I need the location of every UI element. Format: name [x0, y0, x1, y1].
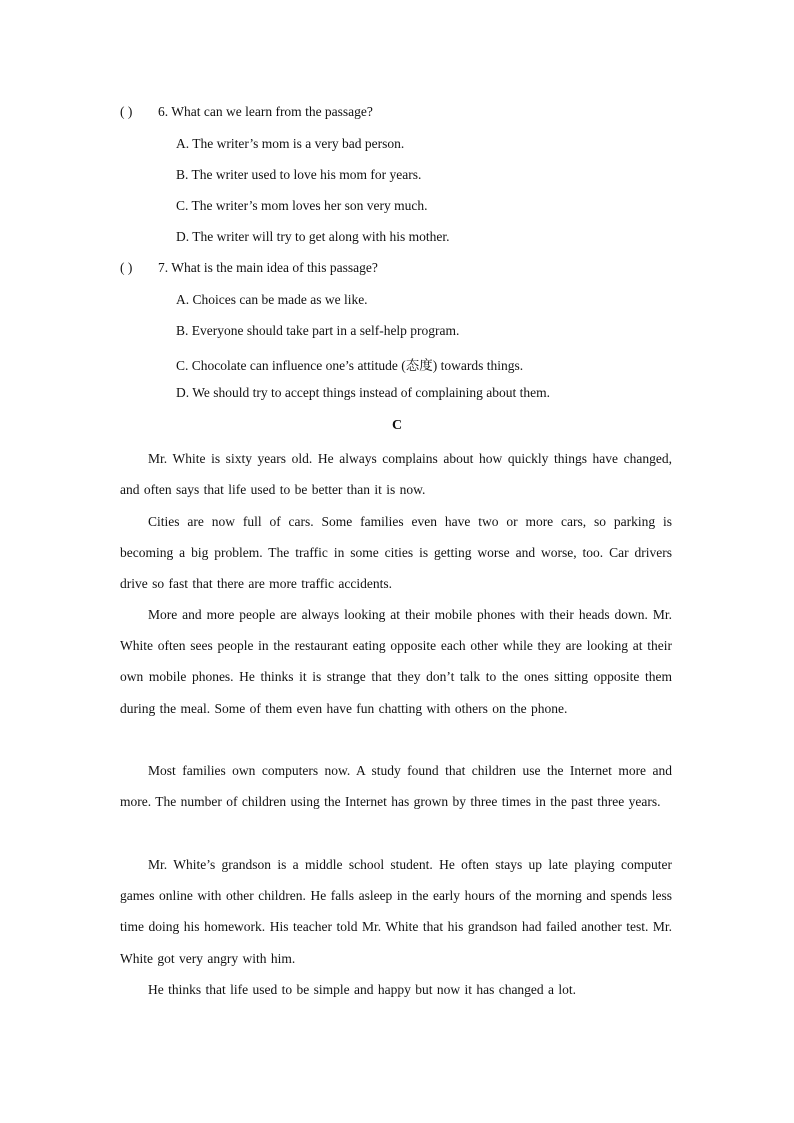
option-b: B. The writer used to love his mom for years. [176, 167, 422, 182]
option-b: B. Everyone should take part in a self-help program. [176, 323, 460, 338]
option-c: C. The writer’s mom loves her son very much. [176, 198, 428, 213]
question-7 [120, 260, 378, 276]
passage-paragraph: Mr. White is sixty years old. He always complains about how quickly things have changed, and often says that life used to be better than it is now. [120, 451, 672, 498]
passage-paragraph: Cities are now full of cars. Some families even have two or more cars, so parking is becoming a big problem. The traffic in some cities is getting worse and worse, too. Car drivers drive so fast that there are more traffic accidents. [120, 514, 672, 592]
passage-paragraph: He thinks that life used to be simple and happy but now it has changed a lot. [148, 982, 577, 997]
option-a: A. The writer’s mom is a very bad person. [176, 136, 405, 151]
passage-paragraph: Mr. White’s grandson is a middle school student. He often stays up late playing computer games online with other children. He falls asleep in the early hours of the morning and spends less time doing his homework. His teacher told Mr. White that his grandson had failed another test. Mr. White got very angry with him. [120, 857, 672, 966]
option-d: D. We should try to accept things instead of complaining about them. [176, 385, 550, 400]
question-stem: 6. What can we learn from the passage? [158, 104, 373, 119]
passage-paragraph: Most families own computers now. A study found that children use the Internet more and more. The number of children using the Internet has grown by three times in the past three years. [120, 763, 672, 810]
answer-blank[interactable]: ( ) [120, 104, 133, 119]
question-stem: 7. What is the main idea of this passage? [158, 260, 378, 275]
option-c: C. Chocolate can influence one’s attitude (态度) towards things. [176, 358, 524, 373]
option-a: A. Choices can be made as we like. [176, 292, 368, 307]
option-d: D. The writer will try to get along with his mother. [176, 229, 450, 244]
answer-blank[interactable]: ( ) [120, 260, 133, 275]
question-6 [120, 104, 373, 120]
passage-paragraph: More and more people are always looking at their mobile phones with their heads down. Mr. White often sees people in the restaurant eating opposite each other while they are looking at their own mobile phones. He thinks it is strange that they don’t talk to the ones sitting opposite them during the meal. Some of them even have fun chatting with others on the phone. [120, 607, 672, 716]
section-heading: C [391, 418, 403, 433]
